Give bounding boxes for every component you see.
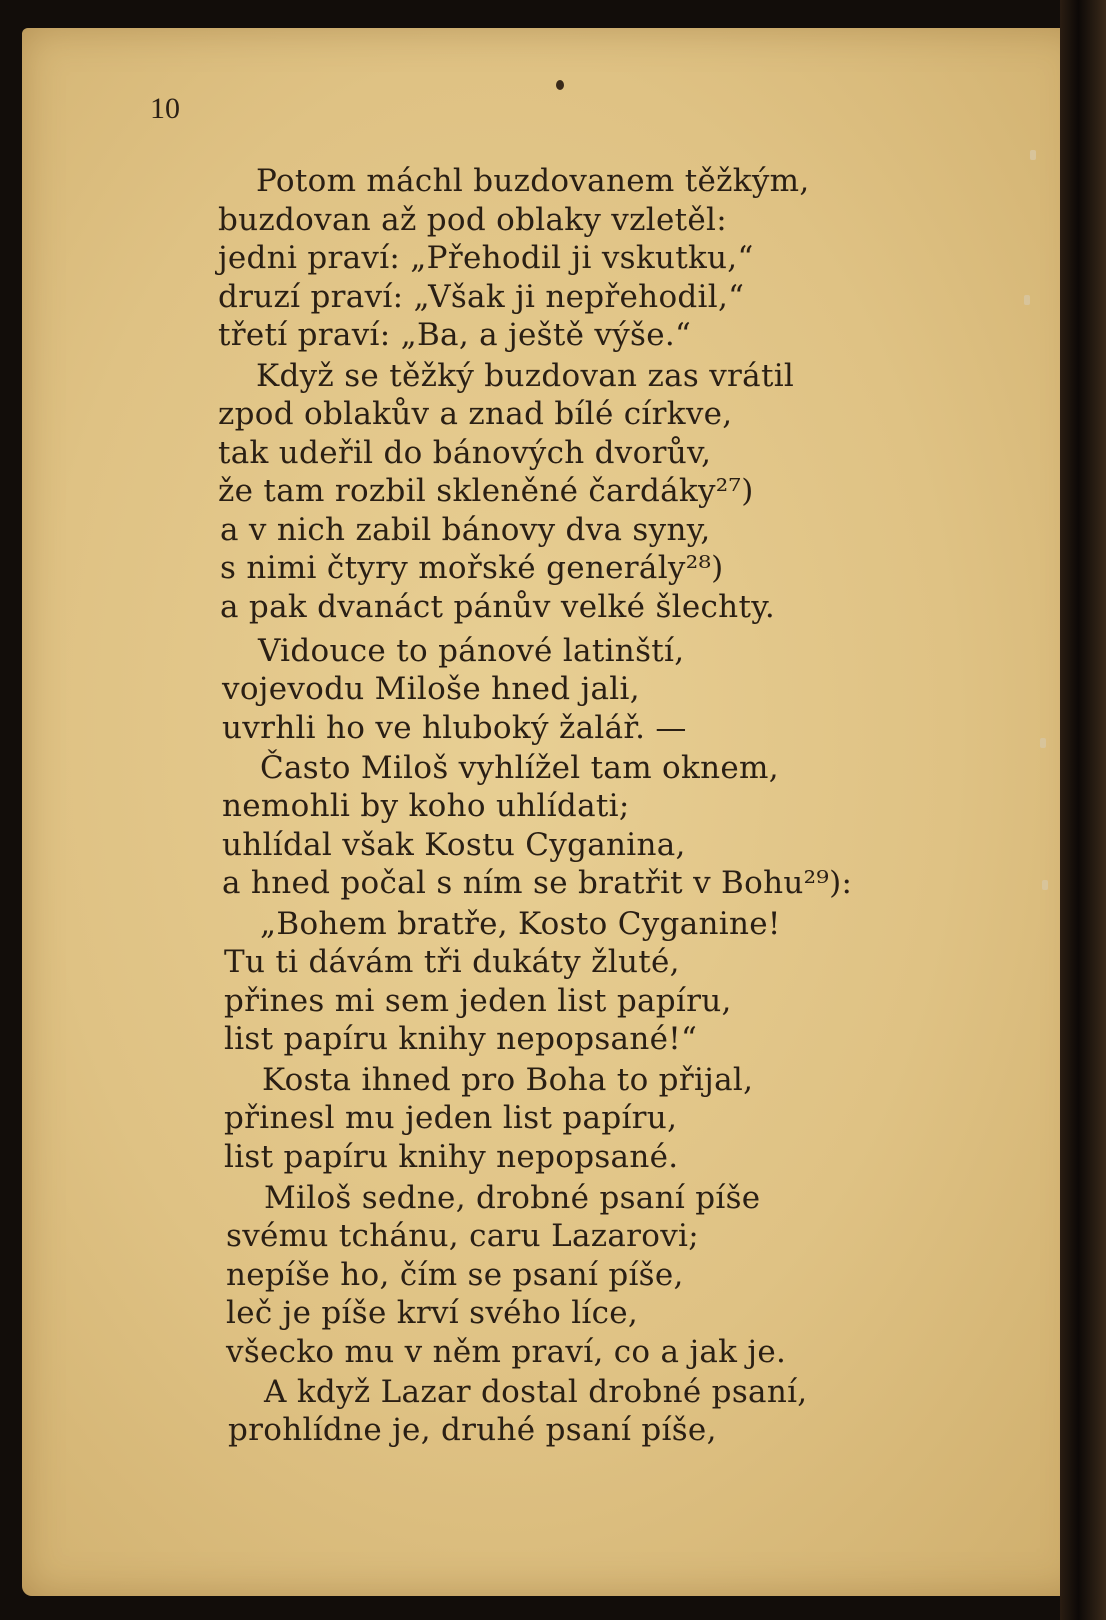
verse-line: Často Miloš vyhlížel tam oknem, [260, 750, 779, 786]
verse-line: buzdovan až pod oblaky vzletěl: [218, 202, 727, 238]
verse-line: druzí praví: „Však ji nepřehodil,“ [218, 279, 745, 315]
verse-line: třetí praví: „Ba, a ještě výše.“ [218, 317, 692, 353]
verse-line: Miloš sedne, drobné psaní píše [264, 1180, 761, 1216]
verse-line: list papíru knihy nepopsané. [224, 1139, 679, 1175]
verse-line: Když se těžký buzdovan zas vrátil [256, 358, 795, 394]
verse-line: Tu ti dávám tři dukáty žluté, [224, 944, 680, 980]
verse-line: vojevodu Miloše hned jali, [222, 671, 640, 707]
verse-line: s nimi čtyry mořské generály²⁸) [220, 550, 724, 586]
verse-line: přines mi sem jeden list papíru, [224, 983, 732, 1019]
verse-line: uvrhli ho ve hluboký žalář. — [222, 710, 687, 746]
verse-line: jedni praví: „Přehodil ji vskutku,“ [218, 240, 754, 276]
verse-line: a pak dvanáct pánův velké šlechty. [220, 589, 776, 625]
verse-line: a v nich zabil bánovy dva syny, [220, 512, 711, 548]
verse-line: nemohli by koho uhlídati; [222, 788, 630, 824]
verse-line: A když Lazar dostal drobné psaní, [264, 1374, 808, 1410]
verse-line: prohlídne je, druhé psaní píše, [228, 1412, 717, 1448]
verse-line: tak udeřil do bánových dvorův, [218, 435, 712, 471]
page-number: 10 [150, 92, 180, 125]
verse-line: uhlídal však Kostu Cyganina, [222, 827, 686, 863]
verse-line: Kosta ihned pro Boha to přijal, [262, 1062, 754, 1098]
verse-line: zpod oblakův a znad bílé církve, [218, 396, 733, 432]
verse-line: přinesl mu jeden list papíru, [224, 1100, 678, 1136]
verse-line: a hned počal s ním se bratřit v Bohu²⁹): [222, 865, 853, 901]
verse-line: svému tchánu, caru Lazarovi; [226, 1218, 700, 1254]
verse-line: list papíru knihy nepopsané!“ [224, 1021, 698, 1057]
verse-line: „Bohem bratře, Kosto Cyganine! [260, 906, 781, 942]
verse-line: že tam rozbil skleněné čardáky²⁷) [218, 473, 754, 509]
verse-line: leč je píše krví svého líce, [226, 1295, 639, 1331]
verse-line: všecko mu v něm praví, co a jak je. [226, 1334, 787, 1370]
verse-line: Potom máchl buzdovanem těžkým, [256, 163, 810, 199]
verse-line: nepíše ho, čím se psaní píše, [226, 1257, 684, 1293]
verse-line: Vidouce to pánové latinští, [258, 633, 685, 669]
